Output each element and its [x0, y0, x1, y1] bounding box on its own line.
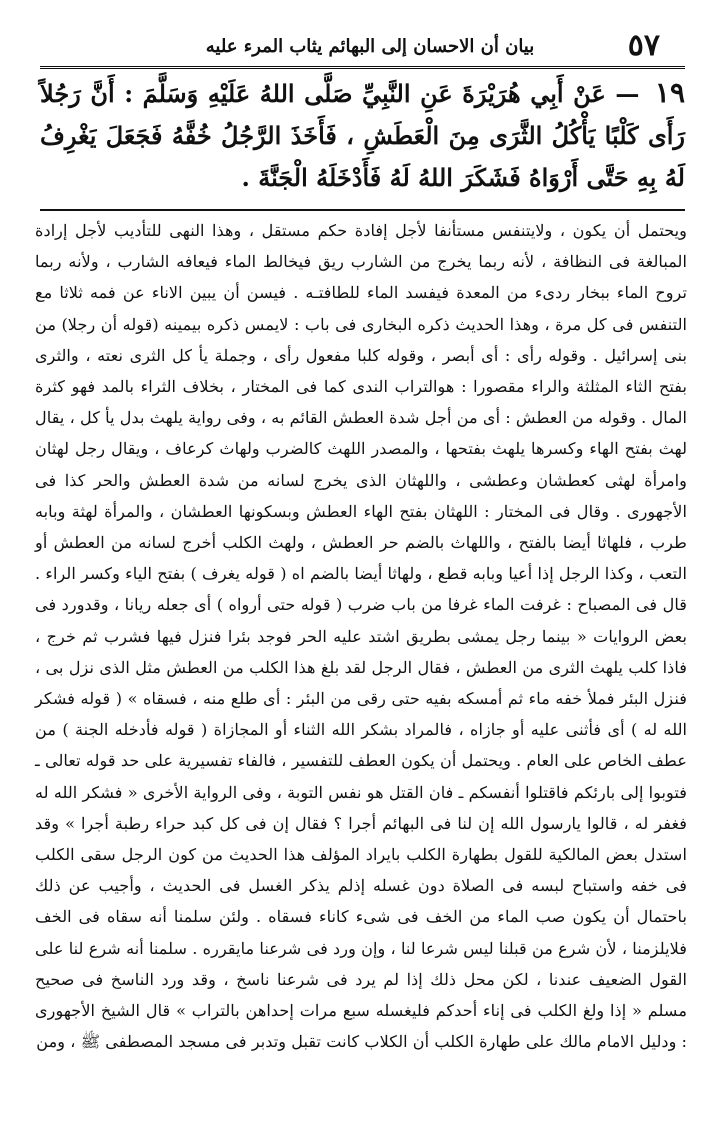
running-title: بيان أن الاحسان إلى البهائم يثاب المرء عليه — [205, 36, 535, 57]
hadith-text — [40, 72, 685, 202]
commentary-paragraph: ويحتمل أن يكون ، ولايتنفس مستأنفا لأجل إفادة حكم مستقل ، وهذا النهى للتأديب لأجل إرادة المبالغة فى النظافة ، لأنه ربما يخرج من الشارب ريق فيخالط الماء فيعافه الشارب ، ولأنه ربما تروح الماء ببخار ردىء من المعدة فيفسد الماء للطافتـه . فيسن أن يبين الاناء عن فمه ثلاثا مع التنفس فى كل مرة ، وهذا الحديث ذكره البخارى فى باب : لايمس ذكره بيمينه (قوله أن رجلا) من بنى إسرائيل . وقوله رأى : أى أبصر ، وقوله كلبا مفعول رأى ، وجملة يأ كل الثرى نعته ، والثرى بفتح الثاء المثلثة والراء مقصورا : هوالتراب الندى كما فى المختار ، بخلاف الثراء بالمد فهو كثرة المال . وقوله من العطش : أى من أجل شدة العطش القائم به ، وفى رواية يلهث بدل يأ كل ، يقال لهث بفتح الهاء وكسرها يلهث بفتحها ، والمصدر اللهث كالضرب ولهاث كرعاف ، ويقال رجل لهثان وامرأة لهثى كعطشان وعطشى ، واللهثان الذى يخرج لسانه من شدة العطش والحر كذا فى الأجهورى . وقال فى المختار : اللهثان بفتح الهاء العطش وبسكونها العطشان ، والمرأة لهثة وبابه طرب ، فلهاثا أيضا بالفتح ، واللهاث بالضم حر العطش ، ولهث الكلب أخرج لسانه من العطش أو التعب ، وكذا الرجل إذا أعيا وبابه قطع ، ولهاثا أيضا بالضم اه ( قوله يغرف ) بفتح الياء وكسر الراء . قال فى المصباح : غرفت الماء غرفا من باب ضرب ( قوله حتى أرواه ) أى جعله ريانا ، وقدورد فى بعض الروايات « بينما رجل يمشى بطريق اشتد عليه الحر فوجد بئرا فنزل فيها فشرب ثم خرج ، فاذا كلب يلهث الثرى من العطش ، فقال الرجل لقد بلغ هذا الكلب من العطش مثل الذى نزل بى ، فنزل البئر فملأ خفه ماء ثم أمسكه بفيه حتى رقى من البئر : أى طلع منه ، فسقاه » ( قوله فشكر الله له ) أى فأثنى عليه أو جازاه ، فالمراد بشكر الله الثناء أو المجازاة ( قوله فأدخله الجنة ) من عطف الخاص على العام . ويحتمل أن يكون العطف للتفسير ، فالفاء تفسيرية على حد قوله تعالى ـ فتوبوا إلى بارئكم فاقتلوا أنفسكم ـ فان القتل هو نفس التوبة ، وفى الرواية الأخرى « فشكر الله له فغفر له ، قالوا يارسول الله إن لنا فى البهائم أجرا ؟ فقال إن فى كل كبد حراء رطبة أجرا » وقد استدل بعض المالكية للقول بطهارة الكلب بايراد المؤلف هذا الحديث من كون الرجل سقى الكلب فى خفه واستباح لبسه فى الصلاة دون غسله إذلم يذكر الغسل فى الحديث ، وأجيب عن ذلك باحتمال أن يكون صب الماء من الخف فى شىء كاناء فسقاه . ولئن سلمنا أنه سقاه فى الخف فلايلزمنا ، لأن شرع من قبلنا ليس شرعا لنا ، وإن ورد فى شرعنا مايقرره . سلمنا أنه شرع لنا على القول الضعيف عندنا ، لكن محل ذلك إذا لم يرد فى شرعنا ناسخ ، وقد ورد الناسخ فى صحيح مسلم « إذا ولغ الكلب فى إناء أحدكم فليغسله سبع مرات إحداهن بالتراب » قال الشيخ الأجهورى : ودليل الامام مالك على طهارة الكلب أن الكلاب كانت تقبل وتدبر فى مسجد المصطفى ﷺ ، ومن — [35, 221, 687, 1052]
commentary-text — [35, 215, 687, 1115]
hadith-body: — عَنْ أَبِي هُرَيْرَةَ عَنِ النَّبِيِّ صَلَّى اللهُ عَلَيْهِ وَسَلَّمَ : أَنَّ رَجُلاً رَأَى كَلْبًا يَأْكُلُ الثَّرَى مِنَ الْعَطَشِ ، فَأَخَذَ الرَّجُلُ خُفَّهُ فَجَعَلَ يَغْرِفُ لَهُ بِهِ حَتَّى أَرْوَاهُ فَشَكَرَ اللهُ لَهُ فَأَدْخَلَهُ الْجَنَّةَ . — [40, 79, 685, 192]
hadith-divider — [40, 209, 685, 211]
page-header — [40, 28, 680, 68]
header-divider — [40, 66, 685, 69]
page-number: ٥٧ — [627, 28, 660, 63]
hadith-number: ١٩ — [654, 76, 685, 109]
